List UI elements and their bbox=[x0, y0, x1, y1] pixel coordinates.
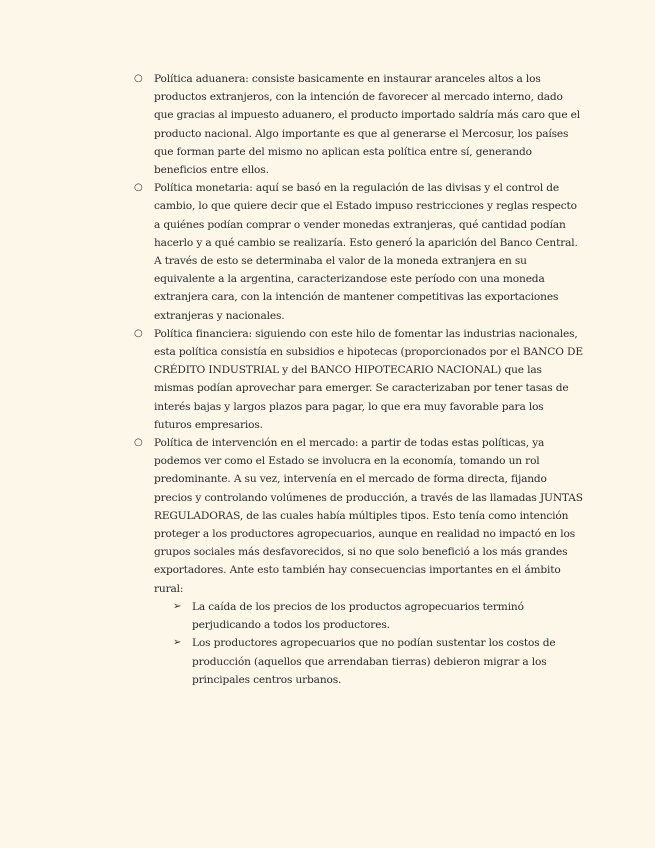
list-item-politica-monetaria bbox=[134, 179, 584, 325]
list-item-text: Política monetaria: aquí se basó en la regulación de las divisas y el control de cambio, lo que quiere decir que el Estado impuso restricciones y reglas respecto a quiénes podían comprar o vender monedas extranjeras, qué cantidad podían hacerlo y a qué cambio se realizaría. Esto generó la aparición del Banco Central. A través de esto se determinaba el valor de la moneda extranjera en su equivalente a la argentina, caracterizandose este período con una moneda extranjera cara, con la intención de mantener competitivas las exportaciones extranjeras y nacionales. bbox=[154, 182, 578, 322]
arrow-bullet-icon: ➢ bbox=[173, 637, 182, 649]
list-item-politica-intervencion bbox=[134, 434, 584, 689]
sublist-item bbox=[173, 598, 584, 634]
arrow-bullet-icon: ➢ bbox=[173, 600, 182, 612]
policy-list bbox=[134, 70, 584, 689]
circle-bullet-icon: ○ bbox=[134, 327, 143, 339]
circle-bullet-icon: ○ bbox=[134, 437, 143, 449]
sublist-item-text: Los productores agropecuarios que no podían sustentar los costos de producción (aquellos que arrendaban tierras) debieron migrar a los principales centros urbanos. bbox=[192, 637, 556, 686]
consequences-sublist bbox=[173, 598, 584, 689]
list-item-politica-aduanera bbox=[134, 70, 584, 179]
list-item-text: Política aduanera: consiste basicamente en instaurar aranceles altos a los productos extranjeros, con la intención de favorecer al mercado interno, dado que gracias al impuesto aduanero, el producto importado saldría más caro que el producto nacional. Algo importante es que al generarse el Mercosur, los países que forman parte del mismo no aplican esta política entre sí, generando beneficios entre ellos. bbox=[154, 73, 581, 177]
sublist-item-text: La caída de los precios de los productos agropecuarios terminó perjudicando a todos los productores. bbox=[192, 600, 524, 632]
list-item-text: Política de intervención en el mercado: a partir de todas estas políticas, ya podemos ver como el Estado se involucra en la economía, tomando un rol predominante. A su vez, intervenía en el mercado de forma directa, fijando precios y controlando volúmenes de producción, a través de las llamadas JUNTAS REGULADORAS, de las cuales había múltiples tipos. Esto tenía como intención proteger a los productores agropecuarios, aunque en realidad no impactó en los grupos sociales más desfavorecidos, si no que solo benefició a los más grandes exportadores. Ante esto también hay consecuencias importantes en el ámbito rural: bbox=[154, 437, 583, 595]
sublist-item bbox=[173, 634, 584, 689]
circle-bullet-icon: ○ bbox=[134, 73, 143, 84]
list-item-text: Política financiera: siguiendo con este hilo de fomentar las industrias nacionales, esta política consistía en subsidios e hipotecas (proporcionados por el BANCO DE CRÉDITO INDUSTRIAL y del BANCO HIPOTECARIO NACIONAL) que las mismas podían aprovechar para emerger. Se caracterizaban por tener tasas de interés bajas y largos plazos para pagar, lo que era muy favorable para los futuros empresarios. bbox=[154, 327, 583, 431]
list-item-politica-financiera bbox=[134, 325, 584, 434]
circle-bullet-icon: ○ bbox=[134, 182, 143, 194]
